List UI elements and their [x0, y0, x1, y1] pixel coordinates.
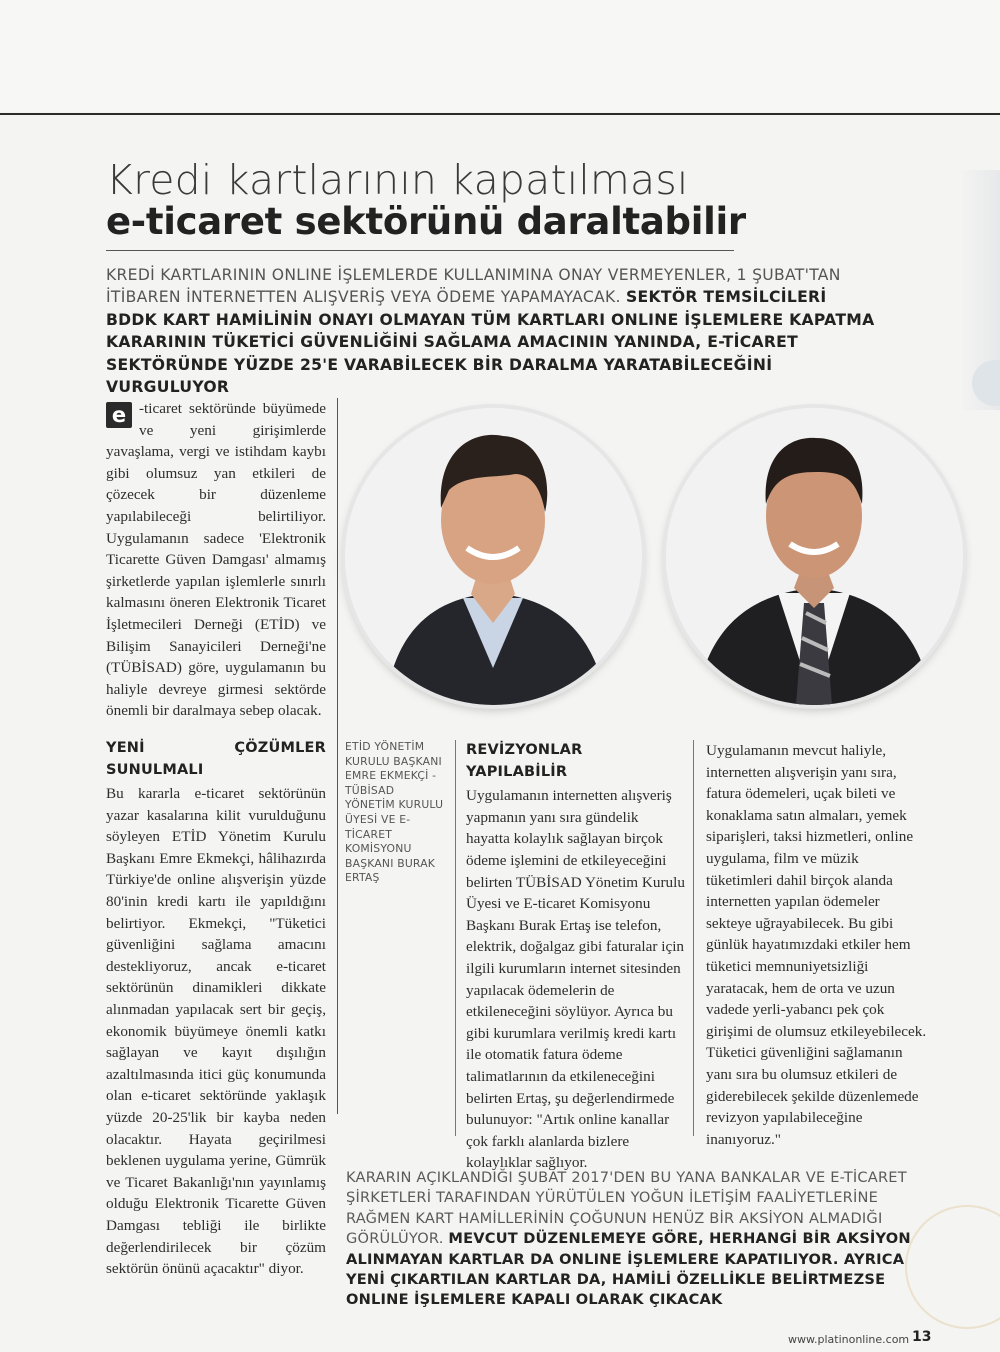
footer-url: www.platinonline.com — [788, 1333, 910, 1346]
page-number: 13 — [912, 1329, 932, 1345]
article-title-line2: e-ticaret sektörünü daraltabilir — [106, 200, 746, 243]
header-rule — [0, 113, 1000, 115]
subhead-revizyonlar: REVİZYONLAR YAPILABİLİR — [466, 742, 583, 780]
article-title-line1: Kredi kartlarının kapatılması — [106, 156, 689, 204]
column-divider-3 — [693, 740, 694, 1136]
portrait-burak-ertas — [666, 408, 963, 705]
photo-caption: ETİD YÖNETİM KURULU BAŞKANI EMRE EKMEKÇİ - TÜBİSAD YÖNETİM KURULU ÜYESİ VE E-TİCARET KOMİSYONU BAŞKANI BURAK ERTAŞ — [345, 740, 444, 885]
dropcap: e — [106, 402, 132, 428]
column-3 — [706, 740, 928, 1150]
subhead-yeni-cozumler: YENİ ÇÖZÜMLER SUNULMALI — [106, 739, 326, 778]
title-rule — [106, 250, 734, 251]
column-divider — [337, 398, 338, 1114]
col1-paragraph-2: Bu kararla e-ticaret sektörünün yazar kasalarına kilit vurulduğunu söyleyen ETİD Yönetim Kurulu Başkanı Emre Ekmekçi, hâlihazırda Türkiye'de online alışverişin yüzde 80'inin kredi kartı ile yapıldığını belirtiyor. Ekmekçi, "Tüketici güvenliğini sağlama amacını destekliyoruz, ancak e-ticaret sektörünün dinamikleri dikkate alınmadan yapılacak sert bir geçiş, ekonomik büyümeye önemli katkı sağlayan ve kayıt dışılığın azaltılmasında itici güç konumunda olan e-ticaret sektöründe yaklaşık yüzde 20-25'lik bir kayba neden olacaktır. Hayata geçirilmesi beklenen uygulama yerine, Gümrük ve Ticaret Bakanlığı'nın yayınlamış olduğu Elektronik Ticarette Güven Damgası tebliği ile birlikte değerlendirilecek bir çözüm sektörün önünü açacaktır" diyor. — [106, 785, 326, 1278]
pull-quote-text: KARARIN AÇIKLANDIĞI ŞUBAT 2017'DEN BU YANA BANKALAR VE E-TİCARET ŞİRKETLERİ TARAFINDAN YÜRÜTÜLEN YOĞUN İLETİŞİM FAALİYETLERİNE RAĞMEN KART HAMİLLERİNİN ÇOĞUNUN HENÜZ BİR AKSİYON ALMADIĞI GÖRÜLÜYOR. — [346, 1169, 907, 1248]
col1-text-1: -ticaret sektöründe büyümede ve yeni girişimlerde yavaşlama, vergi ve istihdam kaybı gibi olumsuz yan etkileri de çözecek bir düzenleme yapılabileceği belirtiliyor. Uygulamanın sadece 'Elektronik Ticarette Güven Damgası' almamış şirketlerde yapılan işlemlerle sınırlı kalmasını öneren Elektronik Ticaret İşletmecileri Derneği (ETİD) ve Bilişim Sanayicileri Derneği'ne (TÜBİSAD) göre, uygulamanın bu haliyle devreye girmesi sektörde önemli bir daralmaya sebep olacak. — [106, 400, 326, 720]
article-lead — [106, 264, 876, 398]
portrait-emre-ekmekci — [345, 408, 642, 705]
pull-quote-bold: MEVCUT DÜZENLEMEYE GÖRE, HERHANGİ BİR AKSİYON ALINMAYAN KARTLAR DA ONLINE İŞLEMLERE KAPATILIYOR. AYRICA YENİ ÇIKARTILAN KARTLAR DA, HAMİLİ ÖZELLİKLE BELİRTMEZSE ONLINE İŞLEMLERE KAPALI OLARAK ÇIKACAK — [346, 1230, 911, 1309]
col2-text: Uygulamanın internetten alışveriş yapmanın yanı sıra gündelik hayatta kolaylık sağlayan birçok ödeme işlemini de etkileyeceğini belirten TÜBİSAD Yönetim Kurulu Üyesi ve E-ticaret Komisyonu Başkanı Burak Ertaş ise telefon, elektrik, doğalgaz gibi faturalar için ilgili kurumların internet sitesinden yapılacak ödemelerin de etkileneceğini söylüyor. Ayrıca bu gibi kurumlara verilmiş kredi kartı ile otomatik fatura ödeme talimatlarının da etkileneceğini belirten Ertaş, şu değerlendirmede bulunuyor: "Artık online kanallar çok farklı alanlarda bizlere kolaylıklar sağlıyor. — [466, 787, 685, 1172]
column-2 — [466, 740, 686, 1174]
col1-paragraph-1 — [106, 398, 326, 722]
col3-text: Uygulamanın mevcut haliyle, internetten alışverişin yanı sıra, fatura ödemeleri, uçak bileti ve konaklama satın almaları, yemek siparişleri, taksi hizmetleri, online uygulama, film ve müzik tüketimleri dahil birçok alanda internetten yapılan ödemeler sekteye uğrayabilecek. Bu gibi günlük hayatımızdaki etkiler hem tüketici memnuniyetsizliği yaratacak, hem de orta ve uzun vadede yerli-yabancı pek çok girişimi de olumsuz etkileyebilecek. Tüketici güvenliğini sağlamanın yanı sıra bu olumsuz etkileri de giderebilecek şekilde düzenlemede revizyon yapılabileceğine inanıyoruz." — [706, 742, 927, 1148]
column-1 — [106, 398, 326, 1280]
pull-quote — [346, 1168, 931, 1311]
column-divider-2 — [455, 740, 456, 1136]
lead-bold-text: SEKTÖR TEMSİLCİLERİ BDDK KART HAMİLİNİN ONAYI OLMAYAN TÜM KARTLARI ONLINE İŞLEMLERE KAPATMA KARARININ TÜKETİCİ GÜVENLİĞİNİ SAĞLAMA AMACININ YANINDA, E-TİCARET SEKTÖRÜNDE YÜZDE 25'E VARABİLECEK BİR DARALMA YARATABİLECEĞİNİ VURGULUYOR — [106, 288, 875, 397]
lead-text: KREDİ KARTLARININ ONLINE İŞLEMLERDE KULLANIMINA ONAY VERMEYENLER, 1 ŞUBAT'TAN İTİBAREN İNTERNETTEN ALIŞVERİŞ VEYA ÖDEME YAPAMAYACAK. — [106, 266, 841, 307]
page-top-margin — [0, 0, 1000, 112]
